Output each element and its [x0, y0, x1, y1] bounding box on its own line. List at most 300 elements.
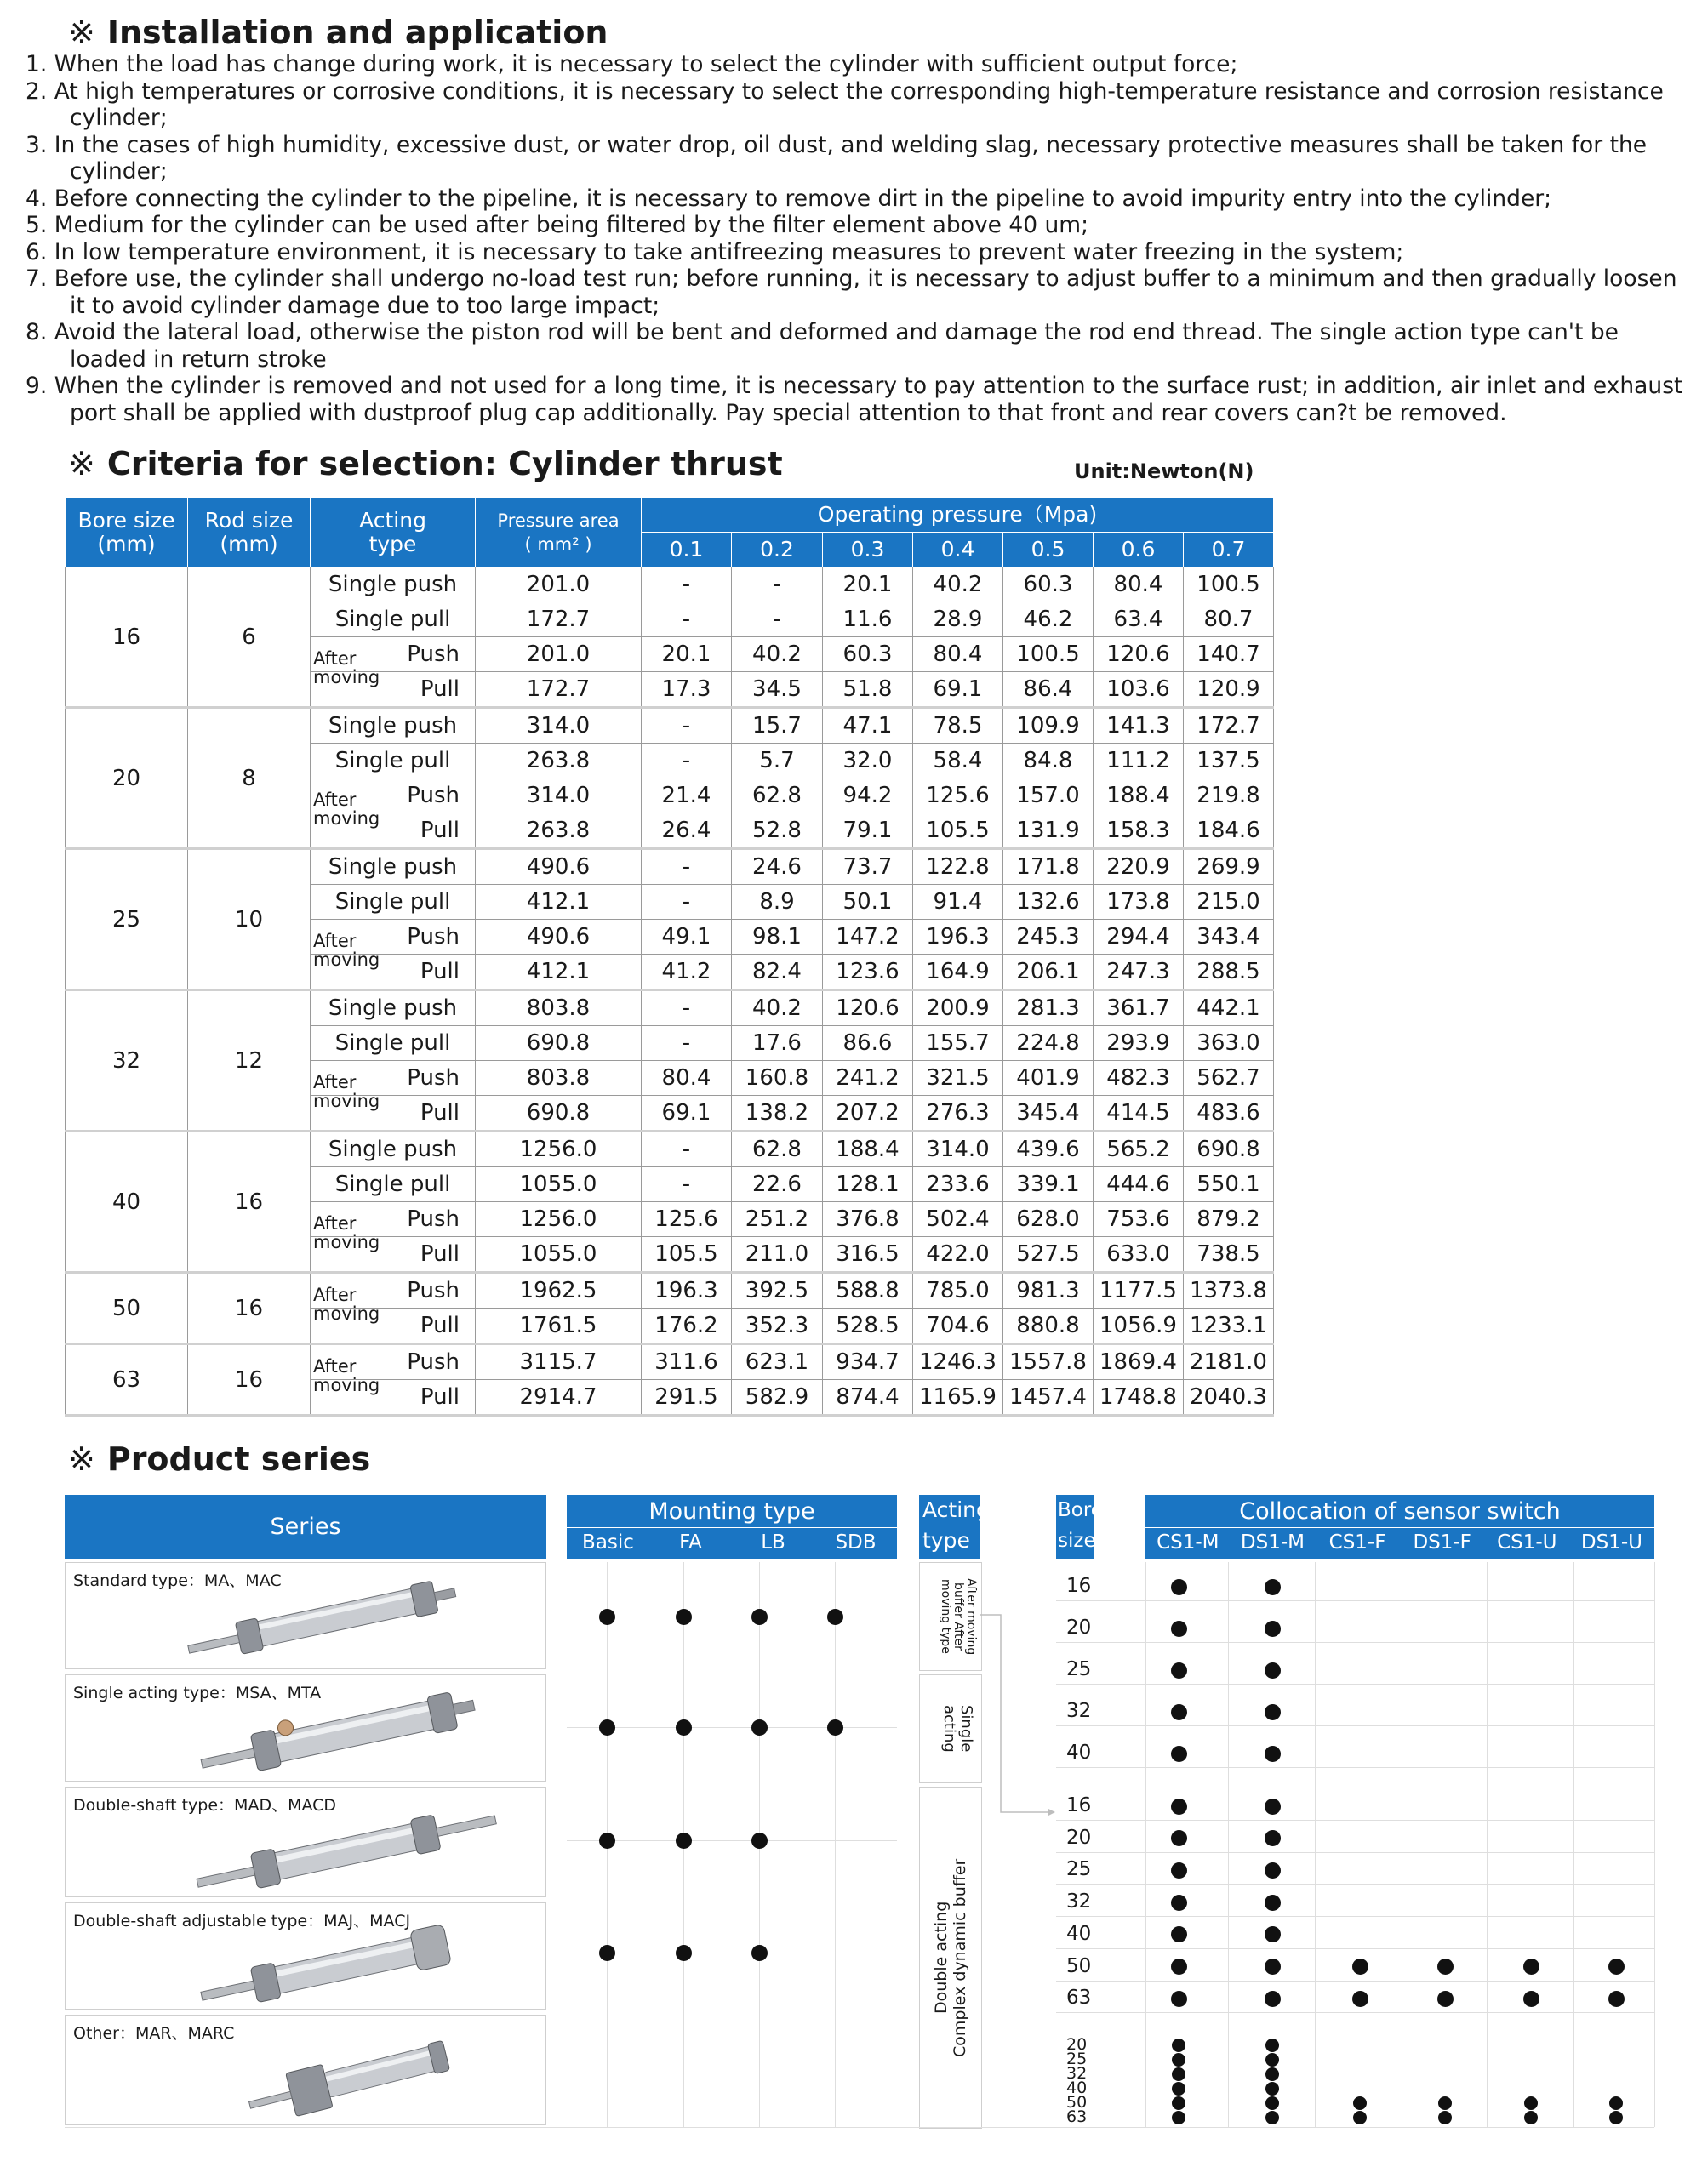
- acting-cell: [311, 813, 476, 849]
- mounting-dot: [599, 1945, 615, 1961]
- grid-line: [1056, 1725, 1654, 1726]
- area-cell: 1962.5: [476, 1273, 642, 1309]
- bore-size-label: 25: [1066, 1858, 1092, 1881]
- grid-line: [1056, 1916, 1654, 1917]
- thrust-value-cell: 98.1: [732, 920, 823, 955]
- reference-mark-icon: ※: [68, 445, 95, 482]
- mounting-header: Mounting type Basic FA LB SDB: [567, 1495, 897, 1559]
- grid-line: [1056, 1884, 1654, 1885]
- thrust-value-cell: 339.1: [1003, 1167, 1094, 1202]
- sensor-dot: [1171, 1662, 1187, 1679]
- thrust-value-cell: 78.5: [913, 708, 1003, 744]
- acting-type-label: Pull: [420, 1100, 460, 1126]
- sensor-dot: [1353, 2096, 1367, 2110]
- acting-cell: Single push: [311, 708, 476, 744]
- thrust-value-cell: 21.4: [642, 778, 732, 813]
- sensor-dot: [1171, 1579, 1187, 1595]
- bore-size-label: 40: [1066, 1922, 1092, 1945]
- thrust-value-cell: 316.5: [823, 1237, 913, 1273]
- thrust-value-cell: 392.5: [732, 1273, 823, 1309]
- after-moving-label: After moving: [313, 1356, 380, 1395]
- sensor-dot: [1265, 1991, 1281, 2007]
- sensor-dot: [1171, 1746, 1187, 1762]
- thrust-value-cell: 28.9: [913, 602, 1003, 637]
- thrust-value-cell: 294.4: [1094, 920, 1184, 955]
- series-label: Single acting type：MSA、MTA: [73, 1684, 322, 1702]
- thrust-value-cell: 103.6: [1094, 672, 1184, 708]
- mounting-dot: [599, 1609, 615, 1625]
- thrust-value-cell: 981.3: [1003, 1273, 1094, 1309]
- thrust-value-cell: 40.2: [913, 567, 1003, 602]
- thrust-value-cell: 52.8: [732, 813, 823, 849]
- thrust-value-cell: 131.9: [1003, 813, 1094, 849]
- sensor-dot: [1437, 1991, 1454, 2007]
- thrust-value-cell: 704.6: [913, 1309, 1003, 1344]
- thrust-value-cell: 5.7: [732, 744, 823, 778]
- bore-cell: 40: [66, 1132, 188, 1273]
- series-standard-box: [65, 1562, 546, 1669]
- bore-size-label: 40: [1066, 1742, 1092, 1764]
- thrust-value-cell: 219.8: [1184, 778, 1274, 813]
- grid-line: [1056, 1852, 1654, 1853]
- thrust-value-cell: 140.7: [1184, 637, 1274, 672]
- grid-line: [1228, 1562, 1229, 2127]
- bore-header: Bore size: [1056, 1495, 1094, 1559]
- sensor-dot: [1437, 1959, 1454, 1975]
- thrust-value-cell: 1869.4: [1094, 1344, 1184, 1380]
- acting-box-single: Single acting: [919, 1674, 982, 1783]
- note-item: 3. In the cases of high humidity, excessive dust, or water drop, oil dust, and welding slag, necessary protective measures shall be taken for the cylinder;: [26, 131, 1648, 185]
- thrust-value-cell: -: [642, 567, 732, 602]
- sensor-dot: [1172, 2096, 1185, 2110]
- area-cell: 3115.7: [476, 1344, 642, 1380]
- acting-type-label: Push: [407, 642, 460, 667]
- thrust-value-cell: 785.0: [913, 1273, 1003, 1309]
- thrust-value-cell: 207.2: [823, 1096, 913, 1132]
- grid-line: [1056, 1642, 1654, 1643]
- acting-type-label: Push: [407, 783, 460, 808]
- mounting-dot: [676, 1833, 692, 1849]
- thrust-value-cell: 171.8: [1003, 849, 1094, 885]
- after-moving-label: After moving: [313, 1285, 380, 1324]
- bore-size-label: 32: [1066, 1890, 1092, 1913]
- sensor-dot: [1171, 1895, 1187, 1911]
- area-cell: 314.0: [476, 708, 642, 744]
- thrust-value-cell: 100.5: [1003, 637, 1094, 672]
- sensor-dot: [1171, 1926, 1187, 1942]
- thrust-value-cell: 376.8: [823, 1202, 913, 1237]
- acting-type-label: Pull: [420, 1241, 460, 1267]
- thrust-value-cell: -: [642, 708, 732, 744]
- series-label: Other：MAR、MARC: [73, 2024, 235, 2043]
- thrust-value-cell: 120.6: [1094, 637, 1184, 672]
- acting-type-label: Push: [407, 924, 460, 949]
- thrust-value-cell: 1056.9: [1094, 1309, 1184, 1344]
- reference-mark-icon: ※: [68, 14, 95, 51]
- bore-cell: 20: [66, 708, 188, 849]
- note-item: 9. When the cylinder is removed and not used for a long time, it is necessary to pay attention to the surface rust; in addition, air inlet and exhaust port shall be applied with dustproof plug cap additionally. Pay special attention to that front and rear covers can?t be removed.: [26, 373, 1683, 426]
- thrust-value-cell: 188.4: [823, 1132, 913, 1167]
- series-double-shaft-adjustable-box: [65, 1902, 546, 2010]
- acting-box-after-moving: After moving buffer After moving type: [919, 1562, 982, 1671]
- thrust-table: [65, 497, 1274, 1417]
- acting-type-label: Pull: [420, 959, 460, 984]
- table-row: [66, 567, 1274, 602]
- thrust-value-cell: 105.5: [642, 1237, 732, 1273]
- thrust-value-cell: 343.4: [1184, 920, 1274, 955]
- thrust-value-cell: 215.0: [1184, 885, 1274, 920]
- thrust-value-cell: 690.8: [1184, 1132, 1274, 1167]
- thrust-value-cell: 196.3: [642, 1273, 732, 1309]
- thrust-value-cell: 483.6: [1184, 1096, 1274, 1132]
- thrust-value-cell: 361.7: [1094, 990, 1184, 1026]
- thrust-value-cell: -: [642, 1026, 732, 1061]
- sensor-dot: [1265, 2053, 1279, 2067]
- thrust-value-cell: 125.6: [642, 1202, 732, 1237]
- header-pressure: 0.4: [913, 533, 1003, 567]
- bore-cell: 25: [66, 849, 188, 990]
- acting-cell: [311, 1344, 476, 1395]
- sensor-dot: [1265, 2111, 1279, 2124]
- thrust-value-cell: 934.7: [823, 1344, 913, 1380]
- acting-cell: [311, 778, 476, 829]
- bore-size-label: 16: [1066, 1794, 1092, 1816]
- area-cell: 263.8: [476, 813, 642, 849]
- header-bore: Bore size (mm): [66, 498, 188, 567]
- acting-cell: Single pull: [311, 602, 476, 637]
- thrust-value-cell: 111.2: [1094, 744, 1184, 778]
- sensor-dot: [1265, 2067, 1279, 2081]
- thrust-value-cell: 281.3: [1003, 990, 1094, 1026]
- thrust-value-cell: 86.6: [823, 1026, 913, 1061]
- thrust-value-cell: 137.5: [1184, 744, 1274, 778]
- thrust-value-cell: 105.5: [913, 813, 1003, 849]
- thrust-value-cell: 623.1: [732, 1344, 823, 1380]
- thrust-value-cell: 224.8: [1003, 1026, 1094, 1061]
- thrust-value-cell: 91.4: [913, 885, 1003, 920]
- mounting-dot: [676, 1609, 692, 1625]
- thrust-value-cell: 527.5: [1003, 1237, 1094, 1273]
- sensor-dot: [1438, 2096, 1452, 2110]
- sensor-dot: [1265, 1799, 1281, 1815]
- table-row: [66, 708, 1274, 744]
- thrust-value-cell: 565.2: [1094, 1132, 1184, 1167]
- table-row: [66, 849, 1274, 885]
- sensor-dot: [1353, 2111, 1367, 2124]
- acting-cell: [311, 637, 476, 687]
- sensor-dot: [1608, 1991, 1625, 2007]
- thrust-value-cell: 51.8: [823, 672, 913, 708]
- grid-line: [1056, 2012, 1654, 2013]
- sensor-dot: [1265, 1862, 1281, 1879]
- header-area: Pressure area ( mm² ): [476, 498, 642, 567]
- grid-line: [1056, 1981, 1654, 1982]
- header-rod: Rod size (mm): [188, 498, 311, 567]
- sensor-dot: [1171, 1830, 1187, 1846]
- header-pressure: 0.7: [1184, 533, 1274, 567]
- note-item: 1. When the load has change during work, it is necessary to select the cylinder with sufficient output force;: [26, 51, 1238, 77]
- area-cell: 201.0: [476, 637, 642, 672]
- thrust-value-cell: 94.2: [823, 778, 913, 813]
- thrust-value-cell: 34.5: [732, 672, 823, 708]
- thrust-value-cell: 122.8: [913, 849, 1003, 885]
- thrust-value-cell: 58.4: [913, 744, 1003, 778]
- thrust-value-cell: 11.6: [823, 602, 913, 637]
- thrust-value-cell: -: [642, 1167, 732, 1202]
- thrust-value-cell: 288.5: [1184, 955, 1274, 990]
- sensor-dot: [1524, 2096, 1538, 2110]
- sensor-dot: [1523, 1959, 1539, 1975]
- thrust-value-cell: 1748.8: [1094, 1380, 1184, 1416]
- bore-size-label: 25: [1066, 2050, 1088, 2068]
- thrust-value-cell: 50.1: [823, 885, 913, 920]
- thrust-value-cell: 345.4: [1003, 1096, 1094, 1132]
- thrust-value-cell: 352.3: [732, 1309, 823, 1344]
- sensor-dot: [1608, 1959, 1625, 1975]
- header-pressure: 0.1: [642, 533, 732, 567]
- thrust-value-cell: 60.3: [823, 637, 913, 672]
- thrust-value-cell: 132.6: [1003, 885, 1094, 920]
- area-cell: 690.8: [476, 1026, 642, 1061]
- thrust-value-cell: 550.1: [1184, 1167, 1274, 1202]
- thrust-value-cell: 62.8: [732, 778, 823, 813]
- thrust-value-cell: 1177.5: [1094, 1273, 1184, 1309]
- thrust-value-cell: 206.1: [1003, 955, 1094, 990]
- grid-line: [1056, 1600, 1654, 1601]
- bore-size-label: 16: [1066, 1575, 1092, 1597]
- rod-cell: 8: [188, 708, 311, 849]
- thrust-value-cell: 100.5: [1184, 567, 1274, 602]
- thrust-value-cell: 80.4: [1094, 567, 1184, 602]
- area-cell: 263.8: [476, 744, 642, 778]
- mounting-col-lb: LB: [761, 1531, 785, 1554]
- thrust-value-cell: 276.3: [913, 1096, 1003, 1132]
- table-row: [66, 1273, 1274, 1309]
- sensor-col-cs1-u: CS1-U: [1497, 1531, 1557, 1554]
- thrust-value-cell: 26.4: [642, 813, 732, 849]
- thrust-value-cell: -: [732, 602, 823, 637]
- note-item: 5. Medium for the cylinder can be used after being filtered by the filter element above 40 um;: [26, 212, 1089, 238]
- thrust-value-cell: 125.6: [913, 778, 1003, 813]
- thrust-value-cell: 2181.0: [1184, 1344, 1274, 1380]
- thrust-value-cell: 86.4: [1003, 672, 1094, 708]
- thrust-value-cell: 79.1: [823, 813, 913, 849]
- thrust-value-cell: 49.1: [642, 920, 732, 955]
- area-cell: 172.7: [476, 602, 642, 637]
- sensor-header: Collocation of sensor switch CS1-M DS1-M CS1-F DS1-F CS1-U DS1-U: [1145, 1495, 1654, 1559]
- thrust-value-cell: 82.4: [732, 955, 823, 990]
- thrust-value-cell: 874.4: [823, 1380, 913, 1416]
- header-pressure: 0.5: [1003, 533, 1094, 567]
- bore-size-label: 50: [1066, 1954, 1092, 1977]
- acting-cell: Single push: [311, 1132, 476, 1167]
- mounting-dot: [751, 1609, 768, 1625]
- grid-line: [1573, 1562, 1574, 2127]
- acting-cell: Single pull: [311, 744, 476, 778]
- thrust-value-cell: 40.2: [732, 990, 823, 1026]
- acting-cell: [311, 1273, 476, 1324]
- thrust-value-cell: 120.9: [1184, 672, 1274, 708]
- rod-cell: 16: [188, 1273, 311, 1344]
- bore-size-label: 63: [1066, 1987, 1092, 2010]
- thrust-value-cell: 211.0: [732, 1237, 823, 1273]
- thrust-value-cell: 22.6: [732, 1167, 823, 1202]
- acting-type-label: Push: [407, 1278, 460, 1303]
- area-cell: 1761.5: [476, 1309, 642, 1344]
- thrust-value-cell: 40.2: [732, 637, 823, 672]
- sensor-dot: [1352, 1959, 1368, 1975]
- mounting-dot: [751, 1945, 768, 1961]
- series-label: Double-shaft type：MAD、MACD: [73, 1796, 337, 1815]
- header-pressure: 0.2: [732, 533, 823, 567]
- thrust-value-cell: 502.4: [913, 1202, 1003, 1237]
- area-cell: 803.8: [476, 990, 642, 1026]
- thrust-value-cell: -: [642, 1132, 732, 1167]
- sensor-dot: [1171, 1799, 1187, 1815]
- sensor-dot: [1265, 1926, 1281, 1942]
- area-cell: 412.1: [476, 955, 642, 990]
- series-other-box: [65, 2015, 546, 2125]
- bore-cell: 16: [66, 567, 188, 708]
- bore-size-label: 20: [1066, 2035, 1088, 2054]
- bore-cell: 50: [66, 1273, 188, 1344]
- rod-cell: 12: [188, 990, 311, 1132]
- install-title: ※ Installation and application: [68, 14, 608, 51]
- grid-line: [65, 2127, 1654, 2128]
- thrust-value-cell: 1557.8: [1003, 1344, 1094, 1380]
- sensor-dot: [1265, 1830, 1281, 1846]
- bore-size-label: 40: [1066, 2079, 1088, 2097]
- thrust-value-cell: 157.0: [1003, 778, 1094, 813]
- thrust-value-cell: 582.9: [732, 1380, 823, 1416]
- sensor-dot: [1172, 2053, 1185, 2067]
- acting-type-label: Pull: [420, 1384, 460, 1410]
- area-cell: 172.7: [476, 672, 642, 708]
- area-cell: 314.0: [476, 778, 642, 813]
- thrust-value-cell: 80.4: [913, 637, 1003, 672]
- bore-size-label: 50: [1066, 2093, 1088, 2112]
- mounting-dot: [599, 1719, 615, 1736]
- sensor-dot: [1265, 1621, 1281, 1637]
- sensor-dot: [1171, 1862, 1187, 1879]
- thrust-value-cell: 269.9: [1184, 849, 1274, 885]
- thrust-value-cell: 414.5: [1094, 1096, 1184, 1132]
- mounting-dot: [599, 1833, 615, 1849]
- connector-lines: [980, 1600, 1057, 1821]
- mounting-col-sdb: SDB: [835, 1531, 877, 1554]
- sensor-dot: [1609, 2111, 1623, 2124]
- rod-cell: 10: [188, 849, 311, 990]
- sensor-col-ds1-u: DS1-U: [1580, 1531, 1642, 1554]
- area-cell: 690.8: [476, 1096, 642, 1132]
- thrust-value-cell: 2040.3: [1184, 1380, 1274, 1416]
- thrust-value-cell: 123.6: [823, 955, 913, 990]
- thrust-value-cell: 172.7: [1184, 708, 1274, 744]
- thrust-value-cell: 422.0: [913, 1237, 1003, 1273]
- area-cell: 201.0: [476, 567, 642, 602]
- sensor-dot: [1171, 1959, 1187, 1975]
- thrust-value-cell: 63.4: [1094, 602, 1184, 637]
- acting-cell: Single pull: [311, 885, 476, 920]
- mounting-dot: [676, 1719, 692, 1736]
- acting-cell: Single push: [311, 567, 476, 602]
- thrust-value-cell: 753.6: [1094, 1202, 1184, 1237]
- thrust-value-cell: 245.3: [1003, 920, 1094, 955]
- area-cell: 1256.0: [476, 1202, 642, 1237]
- grid-line: [1654, 1562, 1655, 2127]
- thrust-value-cell: 147.2: [823, 920, 913, 955]
- acting-cell: [311, 672, 476, 708]
- thrust-value-cell: 293.9: [1094, 1026, 1184, 1061]
- thrust-value-cell: 176.2: [642, 1309, 732, 1344]
- note-item: 2. At high temperatures or corrosive conditions, it is necessary to select the corresponding high-temperature resistance and corrosion resistance cylinder;: [26, 77, 1664, 131]
- thrust-value-cell: 46.2: [1003, 602, 1094, 637]
- area-cell: 412.1: [476, 885, 642, 920]
- area-cell: 490.6: [476, 849, 642, 885]
- sensor-dot: [1265, 2082, 1279, 2096]
- sensor-dot: [1172, 2082, 1185, 2096]
- grid-line: [1056, 1767, 1654, 1768]
- thrust-value-cell: 73.7: [823, 849, 913, 885]
- thrust-value-cell: 60.3: [1003, 567, 1094, 602]
- thrust-value-cell: -: [642, 990, 732, 1026]
- acting-cell: [311, 1309, 476, 1344]
- reference-mark-icon: ※: [68, 1440, 95, 1478]
- sensor-dot: [1265, 1704, 1281, 1720]
- sensor-dot: [1265, 2096, 1279, 2110]
- thrust-value-cell: 196.3: [913, 920, 1003, 955]
- series-label: Standard type：MA、MAC: [73, 1571, 282, 1590]
- after-moving-label: After moving: [313, 1213, 380, 1252]
- thrust-value-cell: 401.9: [1003, 1061, 1094, 1096]
- sensor-dot: [1265, 1579, 1281, 1595]
- mounting-dot: [827, 1609, 843, 1625]
- mounting-dot: [751, 1719, 768, 1736]
- grid-line: [567, 1840, 897, 1841]
- thrust-value-cell: 84.8: [1003, 744, 1094, 778]
- thrust-value-cell: 363.0: [1184, 1026, 1274, 1061]
- grid-line: [1487, 1562, 1488, 2127]
- thrust-value-cell: -: [642, 602, 732, 637]
- bore-size-label: 20: [1066, 1826, 1092, 1849]
- thrust-value-cell: 17.6: [732, 1026, 823, 1061]
- sensor-dot: [1172, 2111, 1185, 2124]
- bore-size-label: 32: [1066, 1700, 1092, 1722]
- thrust-value-cell: 562.7: [1184, 1061, 1274, 1096]
- after-moving-label: After moving: [313, 790, 380, 829]
- thrust-value-cell: 738.5: [1184, 1237, 1274, 1273]
- thrust-value-cell: 17.3: [642, 672, 732, 708]
- mounting-col-fa: FA: [679, 1531, 702, 1554]
- sensor-col-cs1-m: CS1-M: [1157, 1531, 1219, 1554]
- thrust-value-cell: 15.7: [732, 708, 823, 744]
- acting-cell: [311, 1202, 476, 1252]
- sensor-dot: [1265, 2039, 1279, 2052]
- thrust-value-cell: 1165.9: [913, 1380, 1003, 1416]
- thrust-value-cell: 20.1: [642, 637, 732, 672]
- header-pressure: 0.6: [1094, 533, 1184, 567]
- thrust-value-cell: 69.1: [642, 1096, 732, 1132]
- sensor-dot: [1352, 1991, 1368, 2007]
- thrust-value-cell: -: [642, 744, 732, 778]
- grid-line: [1056, 1684, 1654, 1685]
- thrust-value-cell: 80.7: [1184, 602, 1274, 637]
- thrust-value-cell: 1373.8: [1184, 1273, 1274, 1309]
- thrust-value-cell: 109.9: [1003, 708, 1094, 744]
- thrust-value-cell: -: [642, 885, 732, 920]
- acting-cell: [311, 1237, 476, 1273]
- rod-cell: 6: [188, 567, 311, 708]
